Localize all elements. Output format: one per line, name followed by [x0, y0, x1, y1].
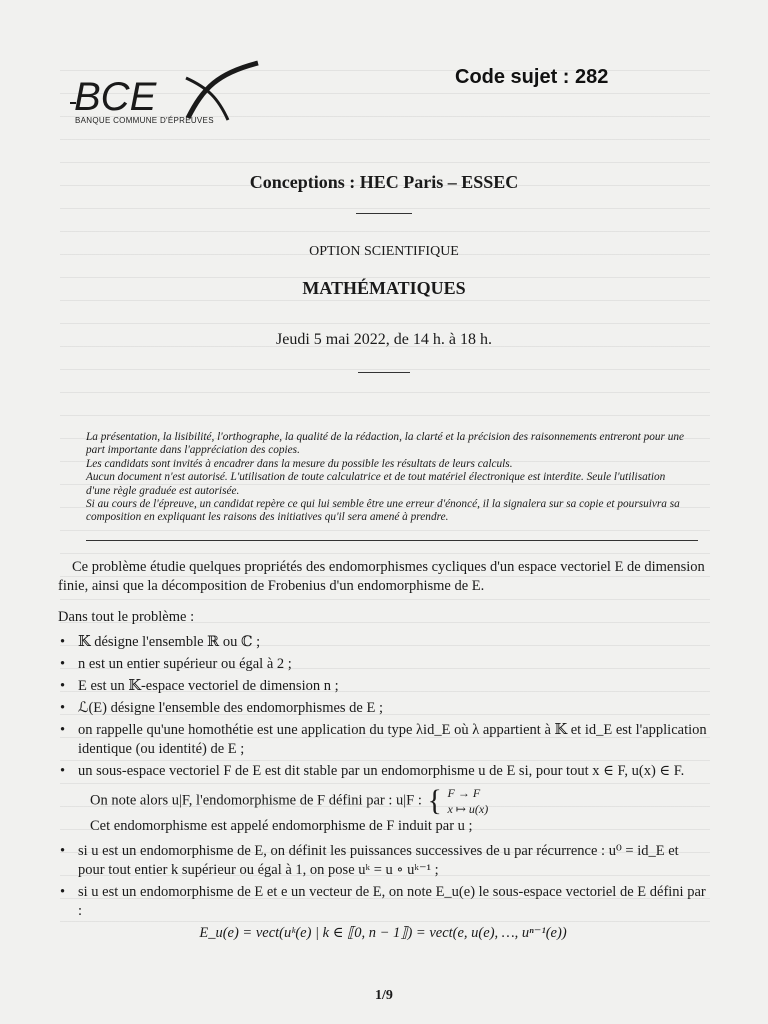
logo-text: BCE [74, 75, 157, 119]
list-item: • un sous-espace vectoriel F de E est dit stable par un endomorphisme u de E si, pour tout x ∈ F, u(x) ∈ F. [58, 762, 708, 781]
divider [86, 540, 698, 541]
definitions-list-2 [58, 842, 708, 921]
list-item: • on rappelle qu'une homothétie est une application du type λid_E où λ appartient à 𝕂 et id_E est l'application identique (ou identité) de E ; [58, 721, 708, 759]
cyclic-subspace-formula: E_u(e) = vect(uᵏ(e) | k ∈ ⟦0, n − 1⟧) = vect(e, u(e), …, uⁿ⁻¹(e)) [199, 925, 567, 941]
brace-symbol: { [427, 784, 442, 817]
exam-designers: Conceptions : HEC Paris – ESSEC [249, 172, 519, 192]
instruction-text: Si au cours de l'épreuve, un candidat repère ce qui lui semble être une erreur d'énoncé, il la signalera sur sa copie et poursuivra sa composition en expliquant les raisons des initiatives qu'il sera amené à prendre. [86, 498, 680, 524]
list-item: • si u est un endomorphisme de E et e un vecteur de E, on note E_u(e) le sous-espace vectoriel de E défini par : [58, 883, 708, 921]
exam-date: Jeudi 5 mai 2022, de 14 h. à 18 h. [276, 331, 492, 348]
instruction-text: Les candidats sont invités à encadrer dans la mesure du possible les résultats de leurs calculs. [86, 457, 513, 470]
induced-text: Cet endomorphisme est appelé endomorphisme de F induit par u ; [90, 818, 473, 834]
list-item: • ℒ(E) désigne l'ensemble des endomorphismes de E ; [58, 699, 708, 718]
lead-text: Dans tout le problème : [58, 609, 195, 625]
instructions-block [86, 431, 686, 525]
divider [358, 372, 410, 373]
problem-body [58, 558, 708, 943]
instruction-text: Aucun document n'est autorisé. L'utilisation de toute calculatrice et de tout matériel électronique est interdite. Seule l'utilisation d'une règle graduée est autorisée. [86, 471, 666, 497]
definitions-list [58, 633, 708, 781]
logo-subtitle: BANQUE COMMUNE D'ÉPREUVES [75, 116, 214, 125]
page-number: 1/9 [375, 988, 393, 1003]
restriction-note: On note alors u|F, l'endomorphisme de F défini par : u|F : [90, 792, 422, 809]
instruction-text: La présentation, la lisibilité, l'orthographe, la qualité de la rédaction, la clarté et la précision des raisonnements entreront pour une part importante dans l'appréciation des copies. [86, 431, 685, 457]
divider [356, 213, 412, 214]
case-line: F → F [447, 786, 481, 800]
code-sujet: Code sujet : 282 [455, 66, 609, 88]
list-item: • n est un entier supérieur ou égal à 2 ; [58, 655, 708, 674]
intro-paragraph: Ce problème étudie quelques propriétés des endomorphismes cycliques d'un espace vectoriel E de dimension finie, ainsi que la décomposition de Frobenius d'un endomorphisme de E. [58, 559, 705, 594]
exam-subject: MATHÉMATIQUES [302, 278, 466, 298]
restriction-definition [58, 785, 708, 817]
exam-option: OPTION SCIENTIFIQUE [309, 244, 459, 259]
list-item: • E est un 𝕂-espace vectoriel de dimension n ; [58, 677, 708, 696]
list-item: • si u est un endomorphisme de E, on définit les puissances successives de u par récurrence : u⁰ = id_E et pour tout entier k supérieur ou égal à 1, on pose uᵏ = u ∘ uᵏ⁻¹ ; [58, 842, 708, 880]
case-line: x ↦ u(x) [447, 802, 489, 816]
restriction-cases [448, 785, 489, 817]
list-item: • 𝕂 désigne l'ensemble ℝ ou ℂ ; [58, 633, 708, 652]
